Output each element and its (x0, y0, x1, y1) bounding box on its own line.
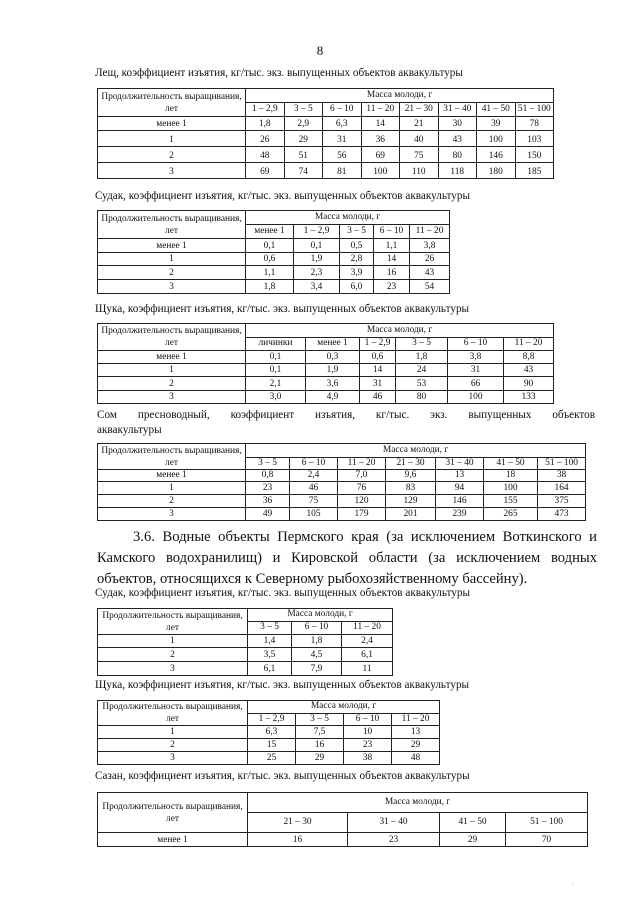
table-row (98, 508, 586, 521)
cell: 81 (323, 163, 362, 179)
row-header: Продолжительность выращивания, лет (98, 211, 246, 239)
cell: 31 (360, 377, 396, 391)
cell: 23 (374, 280, 410, 294)
cell: 83 (386, 482, 436, 495)
row-label: менее 1 (98, 117, 246, 131)
cell: 2,3 (294, 266, 340, 280)
cell: 3,4 (294, 280, 340, 294)
col-header: 1 – 2,9 (246, 103, 285, 117)
cell: 90 (504, 377, 554, 391)
cell: 14 (361, 117, 400, 131)
caption-carp: Сазан, коэффициент изъятия, кг/тыс. экз. выпущенных объектов аквакультуры (95, 770, 470, 782)
table-carp (97, 792, 588, 847)
cell: 1,4 (248, 635, 292, 648)
section-number: 3.6. (133, 529, 155, 545)
col-header: 1 – 2,9 (248, 714, 296, 726)
caption-zander: Судак, коэффициент изъятия, кг/тыс. экз. выпущенных объектов аквакультуры (95, 190, 470, 202)
row-label: 1 (98, 131, 246, 147)
cell: 100 (484, 482, 538, 495)
cell: 30 (438, 117, 477, 131)
cell: 1,9 (294, 253, 340, 266)
cell: 8,8 (504, 351, 554, 364)
cell: 69 (246, 163, 285, 179)
cell: 265 (484, 508, 538, 521)
cell: 29 (440, 833, 506, 847)
cell: 10 (344, 726, 392, 739)
caption-bream: Лещ, коэффициент изъятия, кг/тыс. экз. выпущенных объектов аквакультуры (95, 67, 463, 79)
section-3-6 (97, 527, 597, 590)
cell: 1,8 (246, 280, 294, 294)
cell: 3,0 (246, 391, 306, 404)
col-header: 51 – 100 (506, 813, 588, 833)
col-header: 31 – 40 (348, 813, 440, 833)
row-label: 3 (98, 280, 246, 294)
row-label: менее 1 (98, 239, 246, 253)
row-label: 2 (98, 377, 246, 391)
cell: 46 (360, 391, 396, 404)
row-label: 3 (98, 508, 246, 521)
cell: 38 (344, 752, 392, 765)
cell: 14 (374, 253, 410, 266)
col-header: 1 – 2,9 (360, 338, 396, 351)
row-label: 2 (98, 495, 246, 508)
cell: 1,8 (246, 117, 285, 131)
cell: 0,1 (246, 351, 306, 364)
col-header: 41 – 50 (477, 103, 516, 117)
cell: 80 (438, 147, 477, 163)
row-label: 2 (98, 739, 248, 752)
cell: 16 (248, 833, 348, 847)
table-row (98, 131, 554, 147)
cell: 2,4 (290, 470, 338, 482)
cell: 94 (436, 482, 484, 495)
cell: 6,3 (323, 117, 362, 131)
cell: 39 (477, 117, 516, 131)
table-row (98, 351, 554, 364)
table-zander (97, 210, 450, 294)
cell: 51 (284, 147, 323, 163)
table-row (98, 239, 450, 253)
row-header: Продолжительность выращивания, лет (98, 609, 248, 635)
cell: 1,8 (396, 351, 448, 364)
cell: 74 (284, 163, 323, 179)
cell: 21 (400, 117, 439, 131)
col-header: 3 – 5 (248, 622, 292, 635)
cell: 0,5 (340, 239, 374, 253)
cell: 6,1 (248, 662, 292, 676)
row-header: Продолжительность выращивания, лет (98, 324, 246, 351)
cell: 23 (344, 739, 392, 752)
row-label: 1 (98, 253, 246, 266)
cell: 1,8 (292, 635, 342, 648)
cell: 146 (436, 495, 484, 508)
cell: 3,9 (340, 266, 374, 280)
table-row (98, 726, 440, 739)
cell: 2,8 (340, 253, 374, 266)
cell: 375 (538, 495, 586, 508)
caption-catfish-line2: аквакультуры (97, 424, 162, 436)
table-row (98, 470, 586, 482)
cell: 9,6 (386, 470, 436, 482)
cell: 78 (515, 117, 554, 131)
row-header: Продолжительность выращивания, лет (98, 89, 246, 117)
table-row (98, 364, 554, 377)
table-bream (97, 88, 554, 179)
table-row (98, 266, 450, 280)
cell: 164 (538, 482, 586, 495)
cell: 26 (410, 253, 450, 266)
cell: 3,6 (306, 377, 360, 391)
table-row (98, 833, 588, 847)
cell: 43 (438, 131, 477, 147)
cell: 43 (504, 364, 554, 377)
cell: 179 (338, 508, 386, 521)
table-row (98, 495, 586, 508)
col-header: 11 – 20 (392, 714, 440, 726)
mass-header: Масса молоди, г (246, 211, 450, 225)
cell: 105 (290, 508, 338, 521)
table-row (98, 117, 554, 131)
cell: 0,6 (246, 253, 294, 266)
table-row (98, 739, 440, 752)
row-label: 1 (98, 726, 248, 739)
caption-pike: Щука, коэффициент изъятия, кг/тыс. экз. выпущенных объектов аквакультуры (95, 303, 470, 315)
col-header: 11 – 20 (410, 225, 450, 239)
row-label: 3 (98, 752, 248, 765)
cell: 150 (515, 147, 554, 163)
cell: 80 (396, 391, 448, 404)
cell: 7,5 (296, 726, 344, 739)
row-label: 3 (98, 662, 248, 676)
cell: 3,5 (248, 648, 292, 662)
row-label: 1 (98, 482, 246, 495)
col-header: 21 – 30 (248, 813, 348, 833)
cell: 1,1 (246, 266, 294, 280)
cell: 31 (323, 131, 362, 147)
col-header: 41 – 50 (484, 458, 538, 470)
cell: 29 (284, 131, 323, 147)
cell: 4,9 (306, 391, 360, 404)
caption-zander-perm: Судак, коэффициент изъятия, кг/тыс. экз. выпущенных объектов аквакультуры (95, 587, 470, 599)
cell: 6,0 (340, 280, 374, 294)
cell: 23 (348, 833, 440, 847)
col-header: 21 – 30 (386, 458, 436, 470)
col-header: 31 – 40 (438, 103, 477, 117)
col-header: 51 – 100 (515, 103, 554, 117)
mass-header: Масса молоди, г (248, 609, 393, 622)
cell: 40 (400, 131, 439, 147)
cell: 38 (538, 470, 586, 482)
col-header: 11 – 20 (504, 338, 554, 351)
cell: 43 (410, 266, 450, 280)
cell: 15 (248, 739, 296, 752)
caption-catfish-line1: Сом пресноводный, коэффициент изъятия, кг/тыс. экз. выпущенных объектов (97, 409, 595, 421)
cell: 100 (361, 163, 400, 179)
col-header: 11 – 20 (361, 103, 400, 117)
col-header: 6 – 10 (323, 103, 362, 117)
cell: 36 (361, 131, 400, 147)
cell: 110 (400, 163, 439, 179)
cell: 16 (296, 739, 344, 752)
row-label: 2 (98, 266, 246, 280)
cell: 146 (477, 147, 516, 163)
cell: 473 (538, 508, 586, 521)
row-label: 2 (98, 648, 248, 662)
cell: 24 (396, 364, 448, 377)
row-label: менее 1 (98, 351, 246, 364)
cell: 14 (360, 364, 396, 377)
cell: 66 (448, 377, 504, 391)
cell: 23 (246, 482, 290, 495)
cell: 2,1 (246, 377, 306, 391)
col-header: 31 – 40 (436, 458, 484, 470)
row-label: 1 (98, 364, 246, 377)
cell: 69 (361, 147, 400, 163)
cell: 0,1 (246, 239, 294, 253)
row-header: Продолжительность выращивания, лет (98, 444, 246, 470)
table-row (98, 635, 393, 648)
cell: 0,1 (246, 364, 306, 377)
cell: 2,9 (284, 117, 323, 131)
col-header: 3 – 5 (340, 225, 374, 239)
col-header: 6 – 10 (290, 458, 338, 470)
col-header: 3 – 5 (246, 458, 290, 470)
col-header: 3 – 5 (296, 714, 344, 726)
cell: 53 (396, 377, 448, 391)
col-header: 11 – 20 (338, 458, 386, 470)
cell: 46 (290, 482, 338, 495)
cell: 7,9 (292, 662, 342, 676)
cell: 239 (436, 508, 484, 521)
mass-header: Масса молоди, г (246, 324, 554, 338)
cell: 1,1 (374, 239, 410, 253)
cell: 2,4 (342, 635, 393, 648)
cell: 0,1 (294, 239, 340, 253)
col-header: 6 – 10 (292, 622, 342, 635)
cell: 49 (246, 508, 290, 521)
table-row (98, 253, 450, 266)
row-label: 3 (98, 391, 246, 404)
page-number: 8 (316, 43, 324, 58)
section-text: Водные объекты Пермского края (за исключением Воткинского и Камского водохранилищ) и Кировской области (за исключением водных объектов, относящихся к Северному рыбохозяйственному бассейну). (97, 529, 597, 587)
mass-header: Масса молоди, г (248, 793, 588, 813)
cell: 100 (448, 391, 504, 404)
col-header: 11 – 20 (342, 622, 393, 635)
cell: 54 (410, 280, 450, 294)
table-row (98, 662, 393, 676)
cell: 31 (448, 364, 504, 377)
col-header: менее 1 (306, 338, 360, 351)
col-header: 6 – 10 (344, 714, 392, 726)
col-header: 41 – 50 (440, 813, 506, 833)
row-header: Продолжительность выращивания, лет (98, 793, 248, 833)
table-row (98, 648, 393, 662)
cell: 4,5 (292, 648, 342, 662)
mass-header: Масса молоди, г (246, 89, 554, 103)
cell: 18 (484, 470, 538, 482)
col-header: 51 – 100 (538, 458, 586, 470)
caption-pike-perm: Щука, коэффициент изъятия, кг/тыс. экз. выпущенных объектов аквакультуры (95, 679, 470, 691)
cell: 180 (477, 163, 516, 179)
cell: 129 (386, 495, 436, 508)
cell: 6,3 (248, 726, 296, 739)
cell: 3,8 (448, 351, 504, 364)
table-zander-perm (97, 608, 393, 676)
col-header: 3 – 5 (284, 103, 323, 117)
row-label: 2 (98, 147, 246, 163)
cell: 120 (338, 495, 386, 508)
cell: 201 (386, 508, 436, 521)
cell: 26 (246, 131, 285, 147)
col-header: 3 – 5 (396, 338, 448, 351)
cell: 75 (290, 495, 338, 508)
cell: 48 (246, 147, 285, 163)
cell: 100 (477, 131, 516, 147)
col-header: менее 1 (246, 225, 294, 239)
cell: 56 (323, 147, 362, 163)
cell: 25 (248, 752, 296, 765)
mass-header: Масса молоди, г (246, 444, 586, 458)
cell: 36 (246, 495, 290, 508)
row-label: 3 (98, 163, 246, 179)
col-header: 21 – 30 (400, 103, 439, 117)
row-label: 1 (98, 635, 248, 648)
table-row (98, 752, 440, 765)
table-row (98, 482, 586, 495)
mass-header: Масса молоди, г (248, 701, 440, 714)
cell: 48 (392, 752, 440, 765)
cell: 16 (374, 266, 410, 280)
row-label: менее 1 (98, 470, 246, 482)
col-header: личинки (246, 338, 306, 351)
cell: 29 (392, 739, 440, 752)
cell: 1,9 (306, 364, 360, 377)
table-row (98, 147, 554, 163)
cell: 13 (392, 726, 440, 739)
table-row (98, 280, 450, 294)
cell: 11 (342, 662, 393, 676)
cell: 3,8 (410, 239, 450, 253)
table-pike-perm (97, 700, 440, 765)
cell: 0,8 (246, 470, 290, 482)
table-pike (97, 323, 554, 404)
cell: 0,3 (306, 351, 360, 364)
row-header: Продолжительность выращивания, лет (98, 701, 248, 726)
cell: 75 (400, 147, 439, 163)
table-catfish (97, 443, 586, 521)
table-row (98, 163, 554, 179)
cell: 13 (436, 470, 484, 482)
cell: 118 (438, 163, 477, 179)
cell: 70 (506, 833, 588, 847)
cell: 6,1 (342, 648, 393, 662)
cell: 29 (296, 752, 344, 765)
cell: 103 (515, 131, 554, 147)
table-row (98, 391, 554, 404)
cell: 155 (484, 495, 538, 508)
cell: 185 (515, 163, 554, 179)
cell: 0,6 (360, 351, 396, 364)
col-header: 1 – 2,9 (294, 225, 340, 239)
table-row (98, 377, 554, 391)
cell: 133 (504, 391, 554, 404)
cell: 7,0 (338, 470, 386, 482)
col-header: 6 – 10 (448, 338, 504, 351)
col-header: 6 – 10 (374, 225, 410, 239)
row-label: менее 1 (98, 833, 248, 847)
cell: 76 (338, 482, 386, 495)
scan-speck: · (572, 882, 574, 888)
